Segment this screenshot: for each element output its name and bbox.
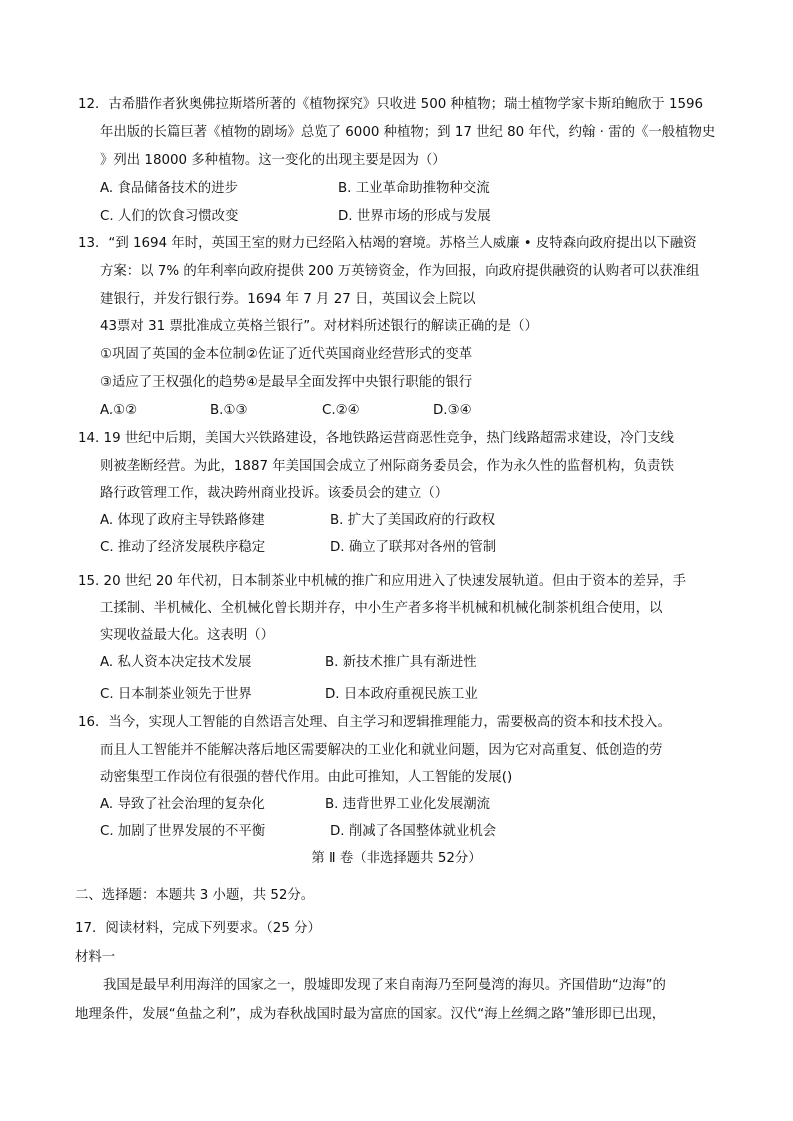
q16-option-c: C. 加剧了世界发展的不平衡 xyxy=(100,824,266,839)
q13-line-2: 方案：以 7% 的年利率向政府提供 200 万英镑资金，作为回报，向政府提供融资的认购者可以获准组 xyxy=(100,264,700,279)
q15-option-d: D. 日本政府重视民族工业 xyxy=(325,687,478,702)
q15-option-c: C. 日本制茶业领先于世界 xyxy=(100,687,252,702)
material-paragraph-line-1: 我国是最早利用海洋的国家之一，殷墟即发现了来自南海乃至阿曼湾的海贝。齐国借助“边海”的 xyxy=(103,978,666,993)
q16-option-a: A. 导致了社会治理的复杂化 xyxy=(100,797,265,812)
q13-option-b: B.①③ xyxy=(210,403,248,418)
q15-line-3: 实现收益最大化。这表明（） xyxy=(100,628,275,643)
q13-line-5: ①巩固了英国的金本位制②佐证了近代英国商业经营形式的变革 xyxy=(100,347,473,362)
q13-line-1: 13．“到 1694 年时，英国王室的财力已经陷入枯竭的窘境。苏格兰人威廉 • 皮特森向政府提出以下融资 xyxy=(78,236,697,251)
q13-line-3: 建银行，并发行银行券。1694 年 7 月 27 日，英国议会上院以 xyxy=(100,292,476,307)
q13-line-4: 43票对 31 票批准成立英格兰银行”。对材料所述银行的解读正确的是（） xyxy=(100,319,538,334)
material-paragraph-line-2: 地理条件，发展“鱼盐之利”，成为春秋战国时最为富庶的国家。汉代“海上丝绸之路”雏形即已出现， xyxy=(75,1007,666,1022)
section-2-heading: 二、选择题：本题共 3 小题，共 52分。 xyxy=(75,888,315,903)
q14-line-2: 则被垄断经营。为此，1887 年美国国会成立了州际商务委员会，作为永久性的监督机构，负责铁 xyxy=(100,459,674,474)
q16-line-1: 16．当今，实现人工智能的自然语言处理、自主学习和逻辑推理能力，需要极高的资本和技术投入。 xyxy=(78,715,671,730)
q12-line-2: 年出版的长篇巨著《植物的剧场》总览了 6000 种植物；到 17 世纪 80 年代，约翰 · 雷的《一般植物史 xyxy=(100,125,716,140)
q15-option-a: A. 私人资本决定技术发展 xyxy=(100,655,252,670)
q15-line-2: 工揉制、半机械化、全机械化曾长期并存，中小生产者多将半机械和机械化制茶机组合使用，以 xyxy=(100,601,663,616)
q13-option-a: A.①② xyxy=(100,403,138,418)
q14-option-c: C. 推动了经济发展秩序稳定 xyxy=(100,540,266,555)
q16-line-3: 动密集型工作岗位有很强的替代作用。由此可推知，人工智能的发展() xyxy=(100,770,513,785)
q16-option-d: D. 削减了各国整体就业机会 xyxy=(330,824,497,839)
q15-option-b: B. 新技术推广具有渐进性 xyxy=(325,655,477,670)
q16-line-2: 而且人工智能并不能解决落后地区需要解决的工业化和就业问题，因为它对高重复、低创造的劳 xyxy=(100,743,663,758)
q14-option-a: A. 体现了政府主导铁路修建 xyxy=(100,513,265,528)
section-2-title: 第 Ⅱ 卷（非选择题共 52分） xyxy=(311,851,482,866)
q13-option-c: C.②④ xyxy=(322,403,360,418)
q12-line-3: 》列出 18000 多种植物。这一变化的出现主要是因为（） xyxy=(100,153,446,168)
q13-option-d: D.③④ xyxy=(433,403,472,418)
q12-line-1: 12．古希腊作者狄奥佛拉斯塔所著的《植物探究》只收进 500 种植物；瑞士植物学家卡斯珀鲍欣于 1596 xyxy=(78,97,704,112)
q14-option-b: B. 扩大了美国政府的行政权 xyxy=(330,513,495,528)
q15-line-1: 15. 20 世纪 20 年代初，日本制茶业中机械的推广和应用进入了快速发展轨道。但由于资本的差异，手 xyxy=(78,574,687,589)
q12-option-a: A. 食品储备技术的进步 xyxy=(100,181,238,196)
q12-option-d: D. 世界市场的形成与发展 xyxy=(338,209,491,224)
q13-line-6: ③适应了王权强化的趋势④是最早全面发挥中央银行职能的银行 xyxy=(100,375,473,390)
q12-option-c: C. 人们的饮食习惯改变 xyxy=(100,209,239,224)
material-label: 材料一 xyxy=(75,950,116,965)
q17-heading: 17．阅读材料，完成下列要求。（25 分） xyxy=(75,921,321,936)
q14-line-1: 14. 19 世纪中后期，美国大兴铁路建设，各地铁路运营商恶性竞争，热门线路超需求建设，冷门支线 xyxy=(78,431,674,446)
q14-option-d: D. 确立了联邦对各州的管制 xyxy=(330,540,497,555)
q12-option-b: B. 工业革命助推物种交流 xyxy=(338,181,490,196)
q16-option-b: B. 违背世界工业化发展潮流 xyxy=(325,797,490,812)
q14-line-3: 路行政管理工作，裁决跨州商业投诉。该委员会的建立（） xyxy=(100,486,449,501)
